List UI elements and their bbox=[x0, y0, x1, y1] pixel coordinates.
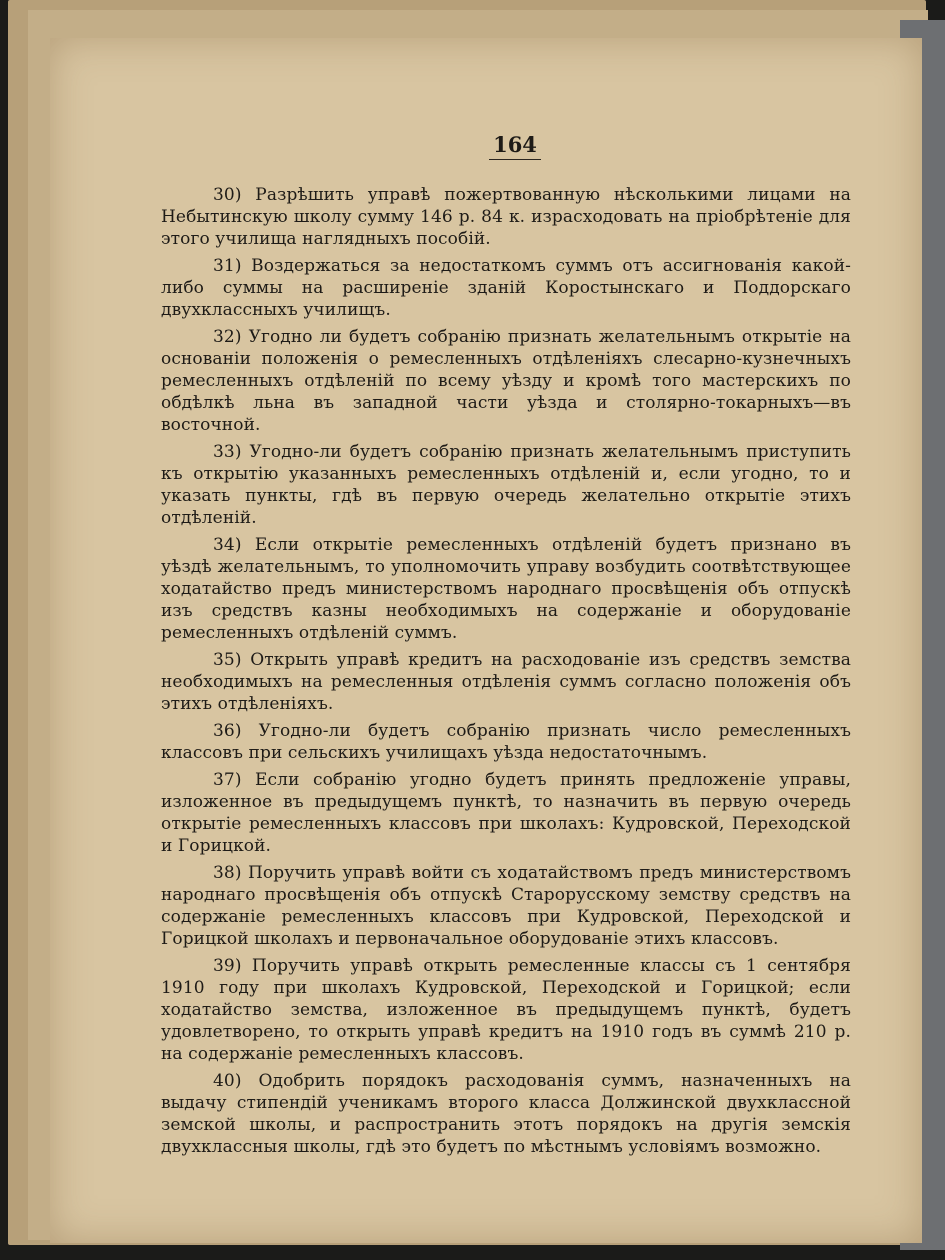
resolution-paragraph-32: 32) Угодно ли будетъ собранію признать желательнымъ открытіе на основаніи положенія о ремесленныхъ отдѣленіяхъ слесарно-кузнечныхъ ремесленныхъ отдѣленій по всему уѣзду и кромѣ того мастерскихъ по обдѣлкѣ льна въ западной части уѣзда и столярно-токарныхъ—въ восточной. bbox=[161, 327, 851, 435]
resolution-paragraph-40: 40) Одобрить порядокъ расходованія суммъ, назначенныхъ на выдачу стипендій ученикамъ второго класса Должинской двухклассной земской школы, и распространить этотъ порядокъ на другія земскія двухклассныя школы, гдѣ это будетъ по мѣстнымъ условіямъ возможно. bbox=[161, 1071, 851, 1157]
resolution-paragraph-38: 38) Поручить управѣ войти съ ходатайствомъ предъ министерствомъ народнаго просвѣщенія объ отпускѣ Старорусскому земству средствъ на содержаніе ремесленныхъ классовъ при Кудровской, Переходской и Горицкой школахъ и первоначальное оборудованіе этихъ классовъ. bbox=[161, 863, 851, 949]
resolution-paragraph-39: 39) Поручить управѣ открыть ремесленные классы съ 1 сентября 1910 году при школахъ Кудровской, Переходской и Горицкой; если ходатайство земства, изложенное въ предыдущемъ пунктѣ, будетъ удовлетворено, то открыть управѣ кредитъ на 1910 годъ въ суммѣ 210 р. на содержаніе ремесленныхъ классовъ. bbox=[161, 956, 851, 1064]
resolution-paragraph-35: 35) Открыть управѣ кредитъ на расходованіе изъ средствъ земства необходимыхъ на ремесленныя отдѣленія суммъ согласно положенія объ этихъ отдѣленіяхъ. bbox=[161, 650, 851, 714]
resolution-paragraph-33: 33) Угодно-ли будетъ собранію признать желательнымъ приступить къ открытію указанныхъ ремесленныхъ отдѣленій и, если угодно, то и указать пункты, гдѣ въ первую очередь желательно открытіе этихъ отдѣленій. bbox=[161, 442, 851, 528]
page-number bbox=[0, 132, 945, 160]
resolution-paragraph-36: 36) Угодно-ли будетъ собранію признать число ремесленныхъ классовъ при сельскихъ училищахъ уѣзда недостаточнымъ. bbox=[161, 721, 851, 763]
page-text-body bbox=[161, 184, 851, 1163]
resolution-paragraph-30: 30) Разрѣшить управѣ пожертвованную нѣсколькими лицами на Небытинскую школу сумму 146 р. 84 к. израсходовать на пріобрѣтеніе для этого училища наглядныхъ пособій. bbox=[161, 185, 851, 249]
resolution-paragraph-31: 31) Воздержаться за недостаткомъ суммъ отъ ассигнованія какой-либо суммы на расширеніе зданій Коростынскаго и Поддорскаго двухклассныхъ училищъ. bbox=[161, 256, 851, 320]
page-number-text: 164 bbox=[489, 132, 541, 160]
resolution-paragraph-37: 37) Если собранію угодно будетъ принять предложеніе управы, изложенное въ предыдущемъ пунктѣ, то назначить въ первую очередь открытіе ремесленныхъ классовъ при школахъ: Кудровской, Переходской и Горицкой. bbox=[161, 770, 851, 856]
resolution-paragraph-34: 34) Если открытіе ремесленныхъ отдѣленій будетъ признано въ уѣздѣ желательнымъ, то уполномочить управу возбудить соотвѣтствующее ходатайство предъ министерствомъ народнаго просвѣщенія объ отпускѣ изъ средствъ казны необходимыхъ на содержаніе и оборудованіе ремесленныхъ отдѣленій суммъ. bbox=[161, 535, 851, 643]
